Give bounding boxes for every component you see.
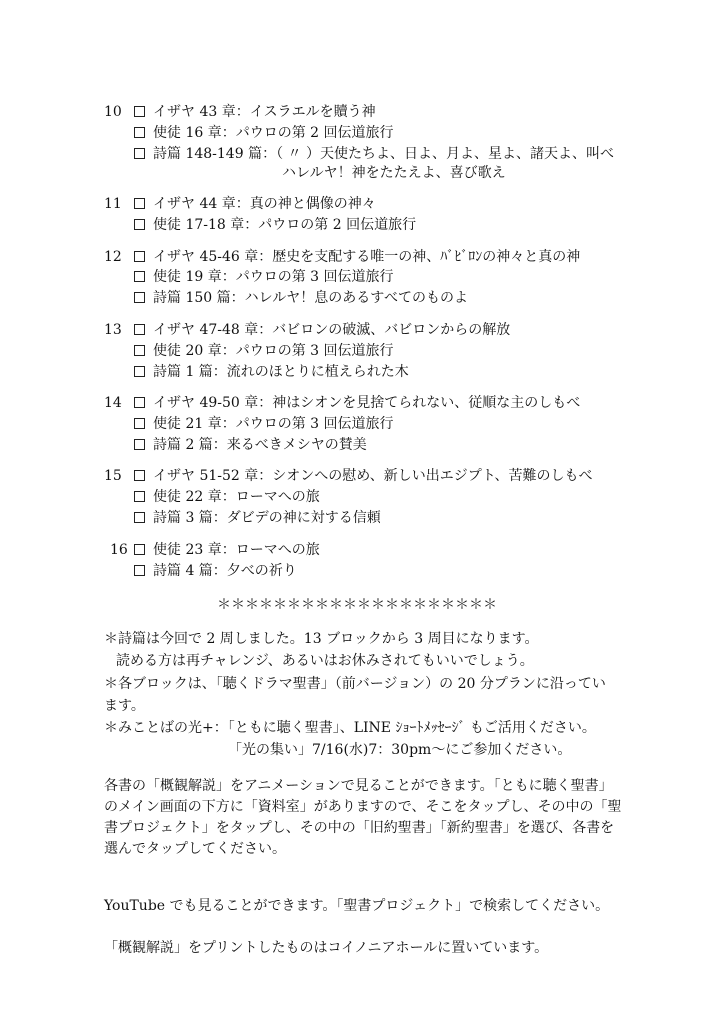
block-number: 15 [104,468,122,484]
reading-item[interactable]: イザヤ 44 章：真の神と偶像の神々 [134,195,376,213]
block-number: 11 [104,196,122,212]
reading-item[interactable]: イザヤ 51-52 章：シオンへの慰め、新しい出エジプト、苦難のしもべ [134,467,592,485]
checkbox[interactable] [134,397,145,408]
block-number: 14 [104,395,122,411]
reading-item[interactable]: 使徒 23 章：ローマへの旅 [134,541,320,559]
checkbox[interactable] [134,565,145,576]
checkbox[interactable] [134,271,145,282]
reading-item[interactable]: イザヤ 49-50 章：神はシオンを見捨てられない、従順な主のしもべ [134,394,580,412]
reading-item[interactable]: イザヤ 47-48 章：バビロンの破滅、バビロンからの解放 [134,321,510,339]
info-paragraph: 各書の「概観解説」をアニメーションで見ることができます。「ともに聴く聖書」のメイン画面の下方に「資料室」がありますので、そこをタップし、その中の「聖書プロジェクト」をタップし、その中の「旧約聖書」「新約聖書」を選び、各書を選んでタップしてください。 [104,778,622,857]
reading-item[interactable]: 使徒 16 章：パウロの第 2 回伝道旅行 [134,124,394,142]
block-number: 10 [104,104,122,120]
reading-item[interactable]: 詩篇 2 篇：来るべきメシヤの賛美 [134,436,367,454]
reading-item[interactable]: 詩篇 3 篇：ダビデの神に対する信頼 [134,509,381,527]
info-paragraph: 「概観解説」をプリントしたものはコイノニアホールに置いています。 [104,940,549,956]
checkbox[interactable] [134,251,145,262]
checkbox[interactable] [134,418,145,429]
checkbox[interactable] [134,544,145,555]
checkbox[interactable] [134,439,145,450]
checkbox[interactable] [134,127,145,138]
reading-item[interactable]: 使徒 21 章：パウロの第 3 回伝道旅行 [134,415,394,433]
checkbox[interactable] [134,198,145,209]
note-line: ＊みことばの光+：「ともに聴く聖書」、LINE ｼｮｰﾄﾒｯｾｰｼﾞ もご活用ください。 [104,720,596,736]
reading-item[interactable]: 使徒 20 章：パウロの第 3 回伝道旅行 [134,342,394,360]
block-number: 13 [104,322,122,338]
checkbox[interactable] [134,470,145,481]
reading-item[interactable]: イザヤ 43 章：イスラエルを贖う神 [134,103,376,121]
reading-item[interactable]: 詩篇 148-149 篇：（ 〃 ）天使たちよ、日よ、月よ、星よ、諸天よ、叫べ [134,145,614,163]
checkbox[interactable] [134,324,145,335]
checkbox[interactable] [134,219,145,230]
block-number: 12 [104,249,122,265]
reading-item[interactable]: 詩篇 4 篇：夕べの祈り [134,562,297,580]
note-line: ＊詩篇は今回で 2 周しました。13 ブロックから 3 周目になります。 [104,631,539,647]
checkbox[interactable] [134,106,145,117]
block-number: 16 [110,542,128,558]
reading-item-continuation: ハレルヤ！神をたたえよ、喜び歌え [282,165,506,181]
reading-item[interactable]: 使徒 19 章：パウロの第 3 回伝道旅行 [134,268,394,286]
checkbox[interactable] [134,345,145,356]
checkbox[interactable] [134,292,145,303]
checkbox[interactable] [134,491,145,502]
checkbox[interactable] [134,512,145,523]
note-line: ます。 [104,698,145,714]
note-line: ＊各ブロックは、「聴くドラマ聖書」（前バージョン）の 20 分プランに沿ってい [104,676,606,692]
note-line: 「光の集い」7/16(水)7：30pm～にご参加ください。 [228,742,572,758]
reading-item[interactable]: イザヤ 45-46 章：歴史を支配する唯一の神、ﾊﾞﾋﾞﾛﾝの神々と真の神 [134,248,580,266]
checkbox[interactable] [134,366,145,377]
reading-item[interactable]: 使徒 17-18 章：パウロの第 2 回伝道旅行 [134,216,416,234]
note-line: 読める方は再チャレンジ、あるいはお休みされてもいいでしょう。 [116,653,534,669]
checkbox[interactable] [134,148,145,159]
separator: ＊＊＊＊＊＊＊＊＊＊＊＊＊＊＊＊＊＊＊＊ [217,597,497,613]
reading-item[interactable]: 使徒 22 章：ローマへの旅 [134,488,320,506]
reading-item[interactable]: 詩篇 150 篇：ハレルヤ！息のあるすべてのものよ [134,289,468,307]
reading-item[interactable]: 詩篇 1 篇：流れのほとりに植えられた木 [134,363,409,381]
info-paragraph: YouTube でも見ることができます。「聖書プロジェクト」で検索してください。 [104,898,610,914]
